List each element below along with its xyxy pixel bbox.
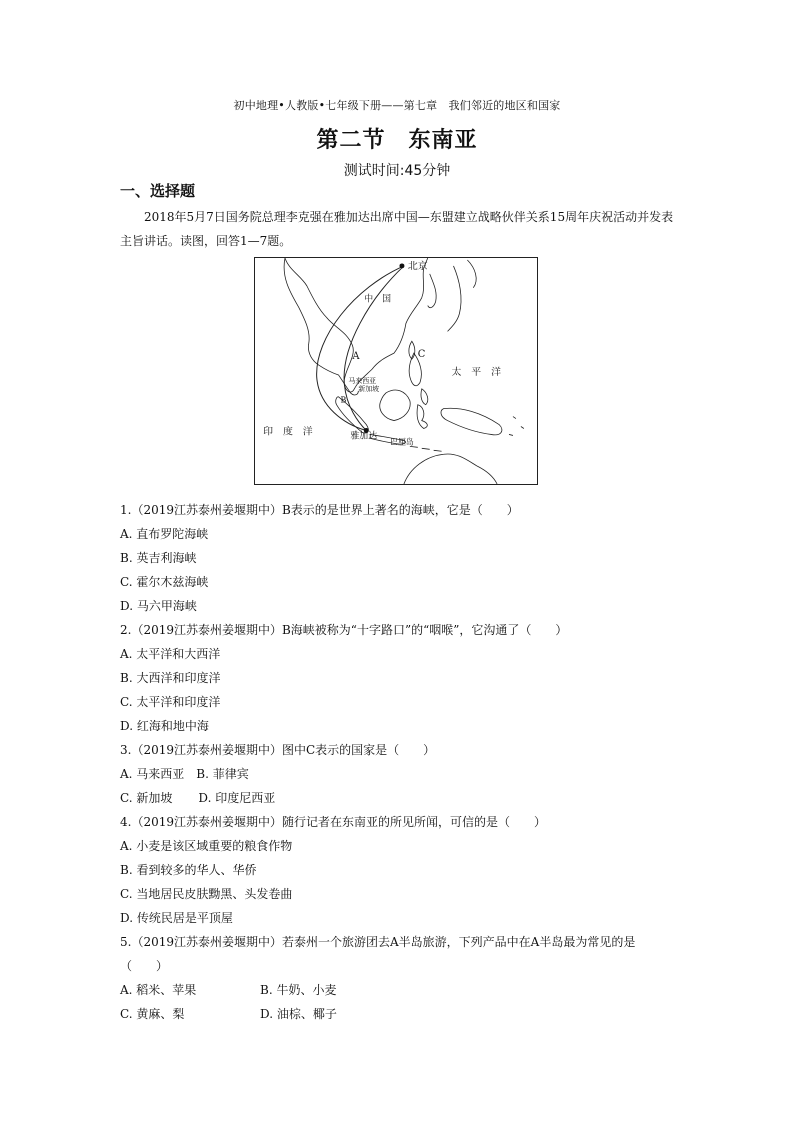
intro-paragraph: 2018年5月7日国务院总理李克强在雅加达出席中国—东盟建立战略伙伴关系15周年庆祝活动并发表主旨讲话。读图，回答1—7题。 — [120, 210, 674, 248]
question-1-option-b: B. 英吉利海峡 — [120, 551, 197, 565]
question-5-options-row-1 — [120, 978, 680, 1002]
question-5-option-b: B. 牛奶、小麦 — [260, 983, 337, 997]
section-heading: 一、选择题 — [120, 182, 196, 200]
question-1-option-d: D. 马六甲海峡 — [120, 599, 197, 613]
question-3-option-b: B. 菲律宾 — [196, 767, 249, 781]
question-3-options-row-1 — [120, 762, 680, 786]
question-3-option-a: A. 马来西亚 — [120, 767, 185, 781]
question-5-option-a: A. 稻米、苹果 — [120, 983, 197, 997]
question-5-option-c: C. 黄麻、梨 — [120, 1007, 185, 1021]
route-line-west — [317, 266, 404, 431]
question-2-option-b: B. 大西洋和印度洋 — [120, 671, 221, 685]
question-1-stem: 1.（2019江苏泰州姜堰期中）B表示的是世界上著名的海峡，它是（ ） — [120, 503, 519, 517]
beijing-marker — [399, 263, 404, 268]
page-title: 第二节 东南亚 — [316, 128, 478, 153]
map-label-bali: 巴厘岛 — [390, 437, 414, 447]
map-label-b: B — [340, 395, 347, 405]
question-2-option-d: D. 红海和地中海 — [120, 719, 209, 733]
question-3-options-row-2 — [120, 786, 680, 810]
southeast-asia-map — [254, 257, 538, 485]
question-4-stem: 4.（2019江苏泰州姜堰期中）随行记者在东南亚的所见所闻，可信的是（ ） — [120, 815, 546, 829]
question-4-option-c: C. 当地居民皮肤黝黑、头发卷曲 — [120, 887, 293, 901]
question-list — [120, 498, 680, 1026]
map-label-jakarta: 雅加达 — [350, 431, 378, 442]
question-5-option-d: D. 油棕、椰子 — [260, 1007, 337, 1021]
question-5-options-row-2 — [120, 1002, 680, 1026]
map-drawing — [255, 258, 537, 484]
map-label-indian-ocean: 印 度 洋 — [263, 426, 313, 438]
map-label-china: 中 国 — [364, 294, 392, 305]
question-2-option-a: A. 太平洋和大西洋 — [120, 647, 221, 661]
question-4-option-d: D. 传统民居是平顶屋 — [120, 911, 233, 925]
map-label-a: A — [352, 351, 360, 363]
map-label-beijing: 北京 — [407, 260, 428, 272]
question-1-option-c: C. 霍尔木兹海峡 — [120, 575, 209, 589]
map-label-pacific: 太 平 洋 — [451, 366, 502, 378]
question-4-option-b: B. 看到较多的华人、华侨 — [120, 863, 257, 877]
test-time: 测试时间:45分钟 — [343, 163, 451, 179]
question-5-stem: 5.（2019江苏泰州姜堰期中）若泰州一个旅游团去A半岛旅游，下列产品中在A半岛最为常见的是 — [120, 935, 636, 949]
map-label-c: C — [417, 349, 426, 361]
page-header: 初中地理•人教版•七年级下册——第七章 我们邻近的地区和国家 — [233, 99, 561, 112]
map-label-malaysia: 马来西亚 — [348, 376, 377, 385]
question-5-stem-continued: （ ） — [120, 959, 169, 973]
question-1-option-a: A. 直布罗陀海峡 — [120, 527, 209, 541]
question-3-option-d: D. 印度尼西亚 — [198, 791, 276, 805]
question-2-stem: 2.（2019江苏泰州姜堰期中）B海峡被称为“十字路口”的“咽喉”，它沟通了（ ） — [120, 623, 568, 637]
question-3-stem: 3.（2019江苏泰州姜堰期中）图中C表示的国家是（ ） — [120, 743, 436, 757]
question-3-option-c: C. 新加坡 — [120, 791, 173, 805]
question-2-option-c: C. 太平洋和印度洋 — [120, 695, 221, 709]
question-4-option-a: A. 小麦是该区域重要的粮食作物 — [120, 839, 293, 853]
map-label-singapore: 新加坡 — [358, 384, 380, 393]
